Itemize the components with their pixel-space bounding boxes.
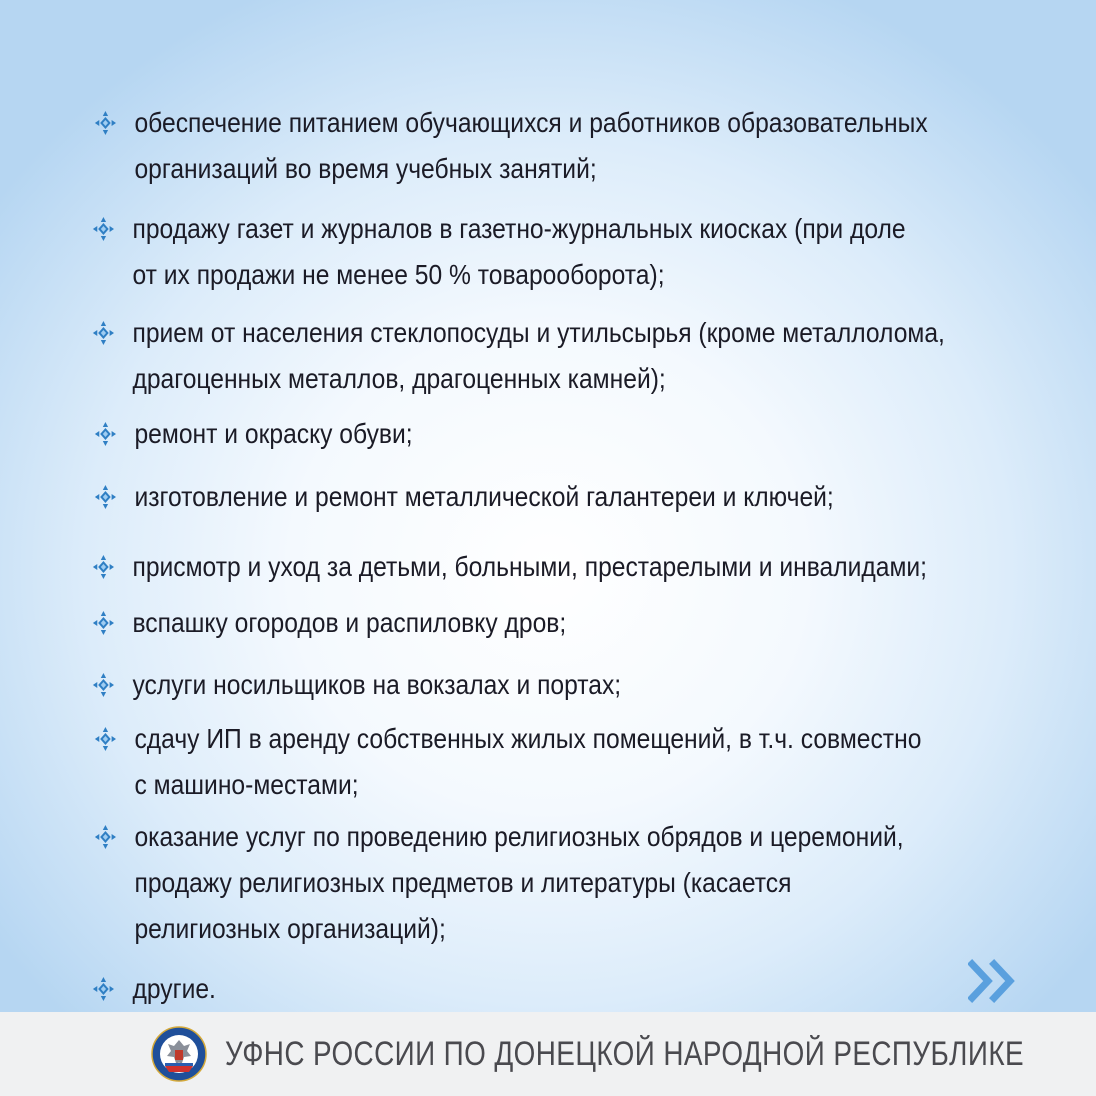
list-item-line: обеспечение питанием обучающихся и работников образовательных bbox=[134, 107, 928, 138]
list-item-line: от их продажи не менее 50 % товарооборота); bbox=[132, 259, 665, 290]
diamond-bullet-icon bbox=[94, 484, 117, 510]
list-item-line: религиозных организаций); bbox=[134, 913, 446, 944]
list-item bbox=[94, 814, 904, 952]
list-item-line: сдачу ИП в аренду собственных жилых помещений, в т.ч. совместно bbox=[134, 723, 922, 754]
list-item bbox=[94, 100, 928, 192]
list-item bbox=[94, 474, 834, 520]
diamond-bullet-icon bbox=[92, 554, 115, 580]
diamond-bullet-icon bbox=[94, 110, 117, 136]
fns-emblem-icon bbox=[151, 1026, 207, 1082]
list-item-text bbox=[132, 206, 905, 298]
list-item-text bbox=[132, 662, 621, 708]
list-item-line: оказание услуг по проведению религиозных обрядов и церемоний, bbox=[134, 821, 904, 852]
list-item bbox=[92, 310, 945, 402]
diamond-bullet-icon bbox=[94, 726, 117, 752]
list-item bbox=[94, 716, 921, 808]
list-item-line: присмотр и уход за детьми, больными, престарелыми и инвалидами; bbox=[132, 551, 928, 582]
list-item-text bbox=[132, 544, 927, 590]
list-item-text bbox=[134, 814, 903, 952]
list-item-line: организаций во время учебных занятий; bbox=[134, 153, 597, 184]
list-item-text bbox=[134, 411, 412, 457]
list-item-line: изготовление и ремонт металлической галантереи и ключей; bbox=[134, 481, 834, 512]
list-item-line: прием от населения стеклопосуды и утильсырья (кроме металлолома, bbox=[132, 317, 945, 348]
list-item-line: драгоценных металлов, драгоценных камней); bbox=[132, 363, 666, 394]
list-item-text bbox=[132, 966, 215, 1012]
list-item-line: вспашку огородов и распиловку дров; bbox=[132, 607, 567, 638]
list-item bbox=[92, 966, 216, 1012]
footer-title: УФНС РОССИИ ПО ДОНЕЦКОЙ НАРОДНОЙ РЕСПУБЛИКЕ bbox=[225, 1034, 1025, 1073]
list-item-line: с машино-местами; bbox=[134, 769, 359, 800]
footer bbox=[0, 1012, 1096, 1096]
list-item bbox=[92, 600, 566, 646]
diamond-bullet-icon bbox=[92, 976, 115, 1002]
list-item-text bbox=[132, 310, 944, 402]
diamond-bullet-icon bbox=[92, 610, 115, 636]
diamond-bullet-icon bbox=[92, 672, 115, 698]
list-item-line: продажу религиозных предметов и литературы (касается bbox=[134, 867, 792, 898]
list-item bbox=[94, 411, 413, 457]
double-chevron-right-icon[interactable] bbox=[968, 958, 1024, 1004]
list-item-text bbox=[134, 100, 927, 192]
list-item-line: другие. bbox=[132, 973, 216, 1004]
list-item-text bbox=[132, 600, 566, 646]
diamond-bullet-icon bbox=[94, 421, 117, 447]
diamond-bullet-icon bbox=[92, 320, 115, 346]
list-item bbox=[92, 544, 927, 590]
list-item-text bbox=[134, 716, 921, 808]
list-item-text bbox=[134, 474, 833, 520]
diamond-bullet-icon bbox=[92, 216, 115, 242]
diamond-bullet-icon bbox=[94, 824, 117, 850]
list-item-line: услуги носильщиков на вокзалах и портах; bbox=[132, 669, 622, 700]
list-item-line: продажу газет и журналов в газетно-журнальных киосках (при доле bbox=[132, 213, 906, 244]
list-item-line: ремонт и окраску обуви; bbox=[134, 418, 413, 449]
list-item bbox=[92, 206, 906, 298]
list-item bbox=[92, 662, 621, 708]
